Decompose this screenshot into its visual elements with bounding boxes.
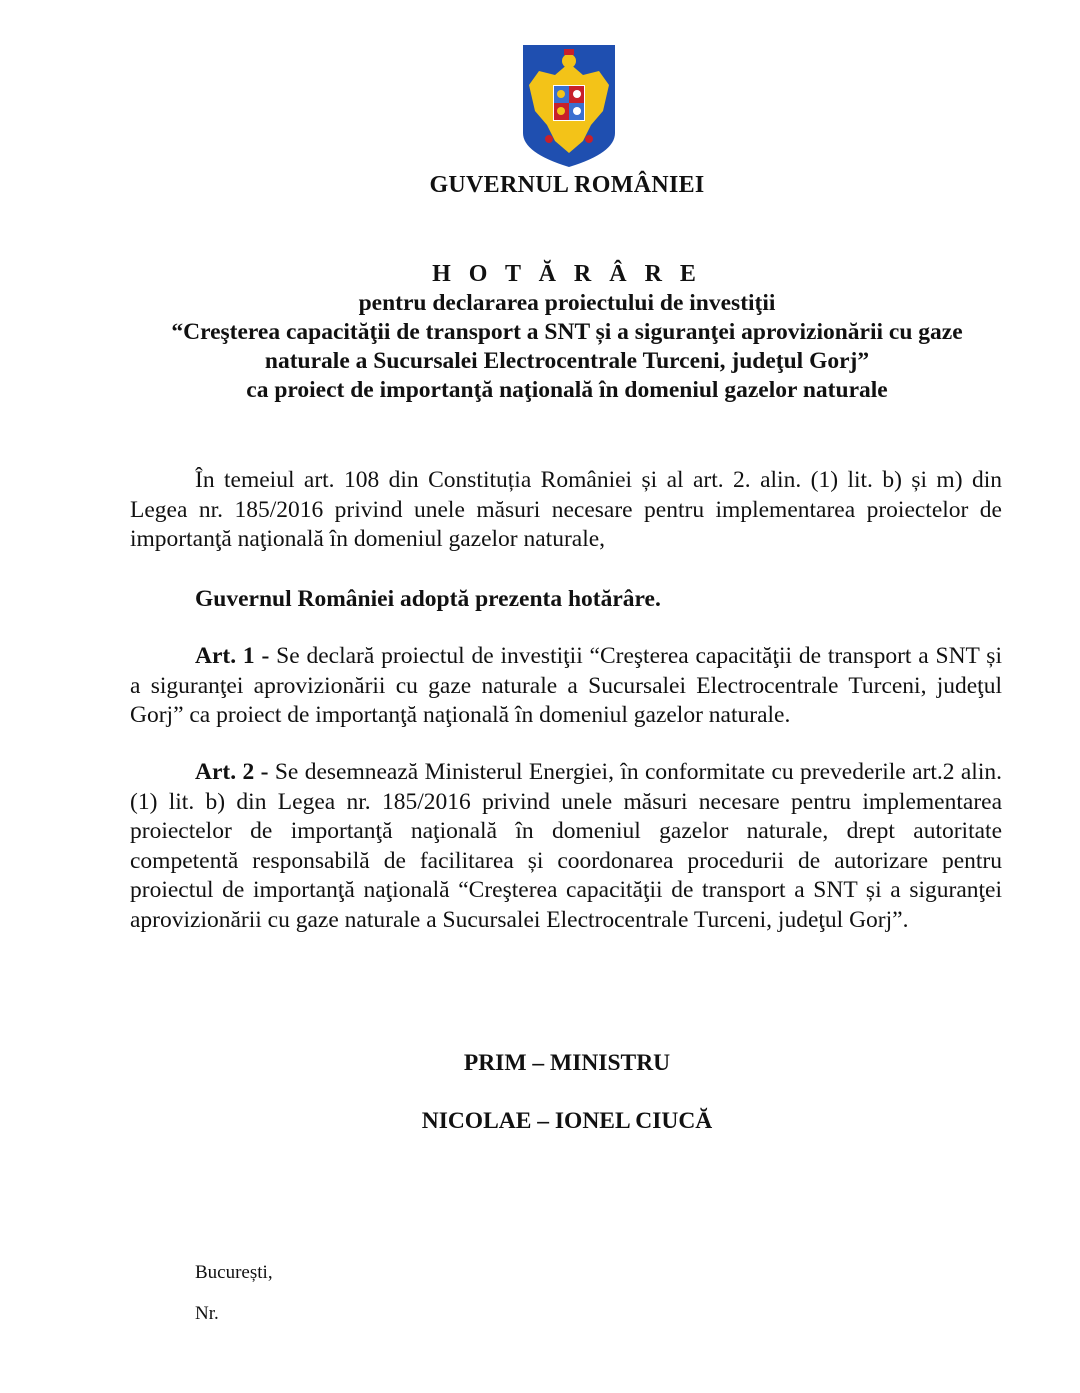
place-label: București,	[195, 1262, 273, 1283]
decision-title	[130, 260, 1004, 405]
title-line: pentru declararea proiectului de investiţii	[358, 290, 776, 316]
adoption-statement: Guvernul României adoptă prezenta hotărâre.	[195, 586, 661, 612]
title-line: naturale a Sucursalei Electrocentrale Turceni, judeţul Gorj”	[264, 348, 870, 374]
article-label: Art. 1 -	[195, 643, 270, 669]
article-1	[130, 642, 1002, 731]
article-2	[130, 758, 1002, 935]
preamble: În temeiul art. 108 din Constituția României și al art. 2. alin. (1) lit. b) și m) din Legea nr. 185/2016 privind unele măsuri necesare pentru implementarea proiectelor de importanţă naţională în domeniul gazelor naturale,	[130, 467, 1002, 552]
article-label: Art. 2 -	[195, 759, 269, 785]
title-line: “Creşterea capacităţii de transport a SNT și a siguranţei aprovizionării cu gaze	[171, 319, 963, 345]
article-text: Se declară proiectul de investiţii “Creşterea capacităţii de transport a SNT și a siguranţei aprovizionării cu gaze naturale a Sucursalei Electrocentrale Turceni, judeţul Gorj” ca proiect de importanţă naţională în domeniul gazelor naturale.	[130, 643, 1002, 728]
title-line: ca proiect de importanţă naţională în domeniul gazelor naturale	[246, 377, 888, 403]
signatory-name: NICOLAE – IONEL CIUCĂ	[421, 1108, 713, 1134]
government-heading: GUVERNUL ROMÂNIEI	[429, 172, 705, 198]
document-type: H O T Ă R Â R E	[432, 261, 702, 287]
romanian-coat-of-arms-icon	[519, 41, 619, 169]
number-label: Nr.	[195, 1303, 219, 1324]
signatory-role: PRIM – MINISTRU	[463, 1050, 671, 1076]
article-text: Se desemnează Ministerul Energiei, în conformitate cu prevederile art.2 alin. (1) lit. b) din Legea nr. 185/2016 privind unele măsuri necesare pentru implementarea proiectelor de importanţă naţională în domeniul gazelor naturale, drept autoritate competentă responsabilă de facilitarea și coordonarea procedurii de autorizare pentru proiectul de importanţă naţională “Creşterea capacităţii de transport a SNT și a siguranţei aprovizionării cu gaze naturale a Sucursalei Electrocentrale Turceni, judeţul Gorj”.	[130, 759, 1002, 933]
